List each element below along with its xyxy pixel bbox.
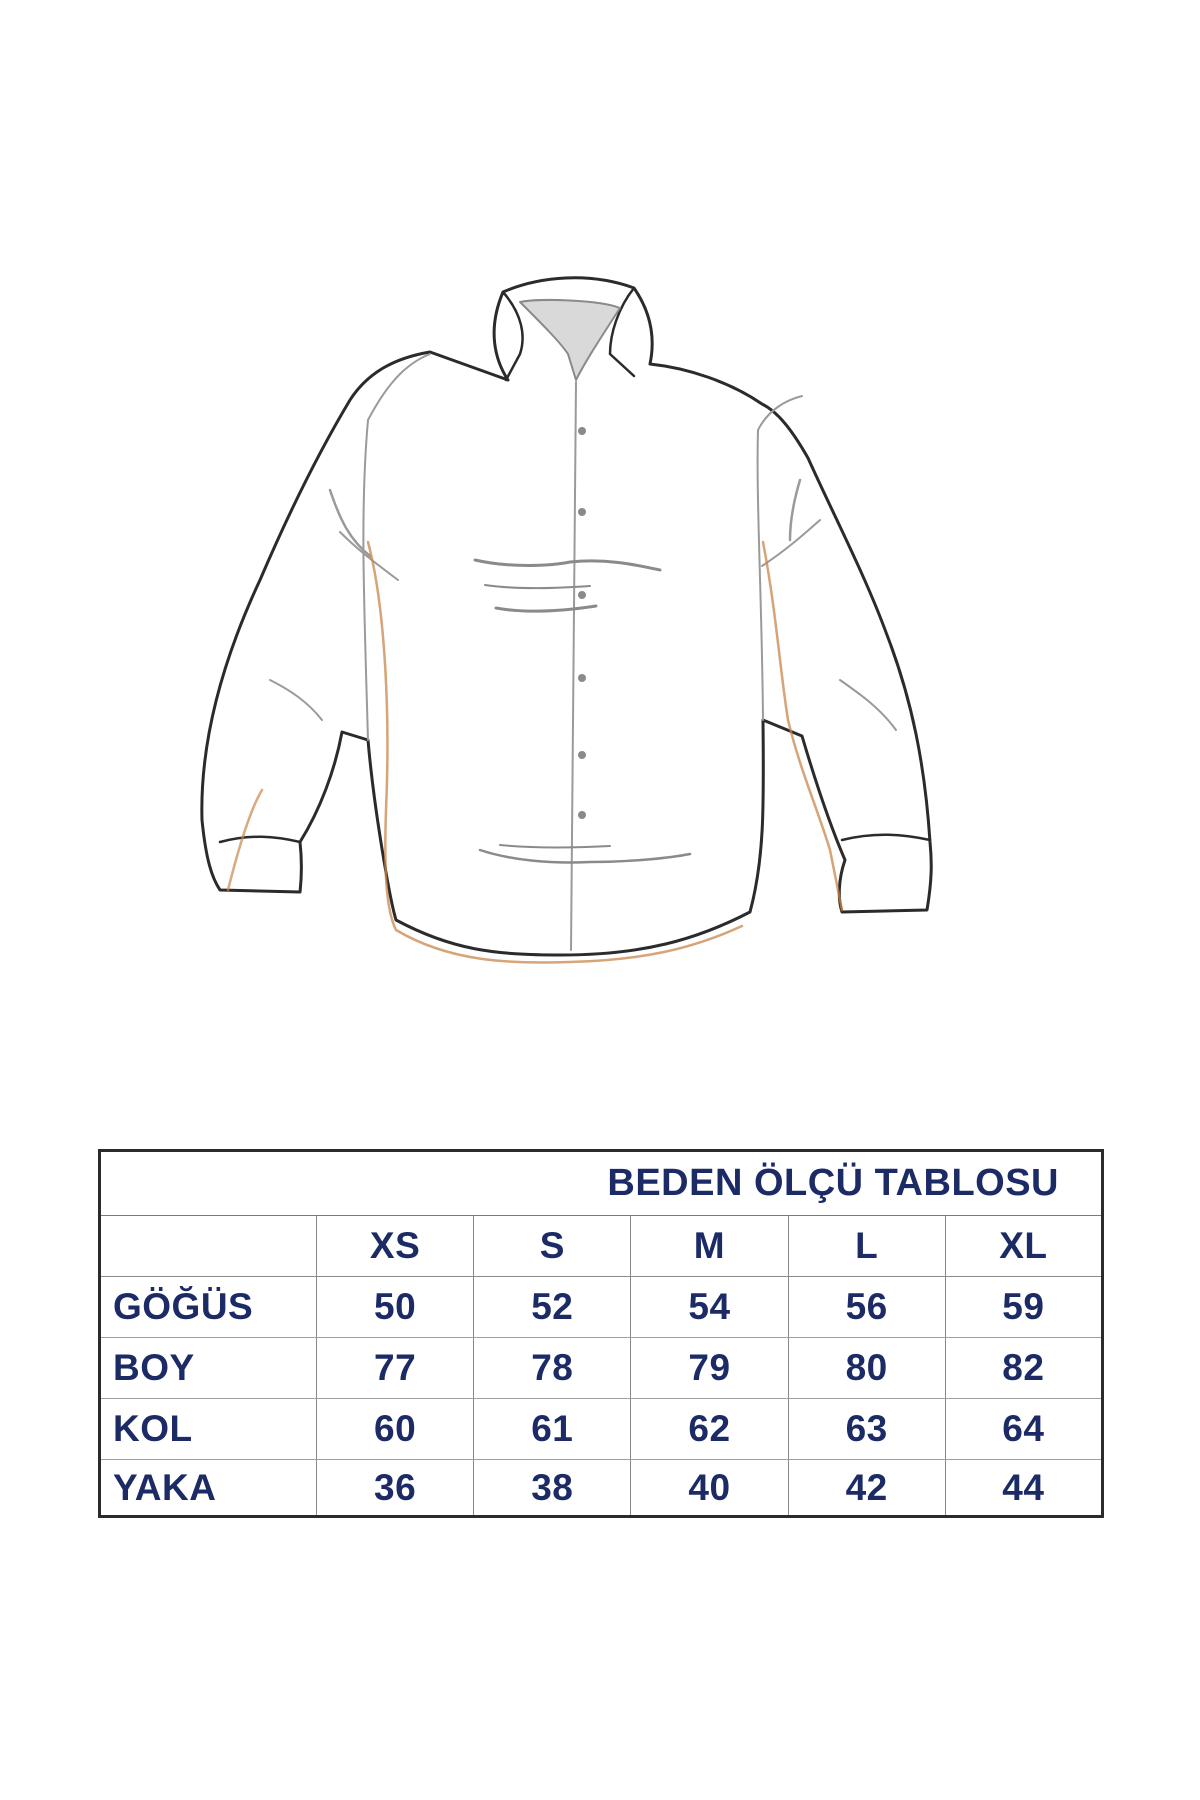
table-cell: 36 [317, 1460, 474, 1517]
table-cell: 44 [945, 1460, 1102, 1517]
table-cell: 60 [317, 1399, 474, 1460]
table-cell: 62 [631, 1399, 788, 1460]
table-title-row [100, 1151, 1103, 1216]
table-cell: 82 [945, 1338, 1102, 1399]
table-cell: 80 [788, 1338, 945, 1399]
size-header-m: M [631, 1216, 788, 1277]
table-row [100, 1399, 1103, 1460]
table-row [100, 1277, 1103, 1338]
shirt-icon [190, 250, 950, 980]
table-cell: 52 [474, 1277, 631, 1338]
table-cell: 59 [945, 1277, 1102, 1338]
row-label: BOY [100, 1338, 317, 1399]
table-cell: 56 [788, 1277, 945, 1338]
table-row [100, 1460, 1103, 1517]
table-cell: 79 [631, 1338, 788, 1399]
corner-cell [100, 1216, 317, 1277]
table-cell: 78 [474, 1338, 631, 1399]
table-cell: 42 [788, 1460, 945, 1517]
row-label: KOL [100, 1399, 317, 1460]
row-label: GÖĞÜS [100, 1277, 317, 1338]
row-label: YAKA [113, 1466, 217, 1508]
table-cell: 63 [788, 1399, 945, 1460]
size-header-xs: XS [317, 1216, 474, 1277]
table-cell: 77 [317, 1338, 474, 1399]
size-header-xl: XL [945, 1216, 1102, 1277]
table-cell: 61 [474, 1399, 631, 1460]
table-cell: 64 [945, 1399, 1102, 1460]
table-row [100, 1338, 1103, 1399]
table-cell: 54 [631, 1277, 788, 1338]
table-cell: 38 [474, 1460, 631, 1517]
size-header-s: S [474, 1216, 631, 1277]
size-header-row [100, 1216, 1103, 1277]
table-title: BEDEN ÖLÇÜ TABLOSU [100, 1151, 1103, 1216]
table-cell: 40 [631, 1460, 788, 1517]
size-chart-table [98, 1149, 1104, 1518]
size-header-l: L [788, 1216, 945, 1277]
table-cell: 50 [317, 1277, 474, 1338]
